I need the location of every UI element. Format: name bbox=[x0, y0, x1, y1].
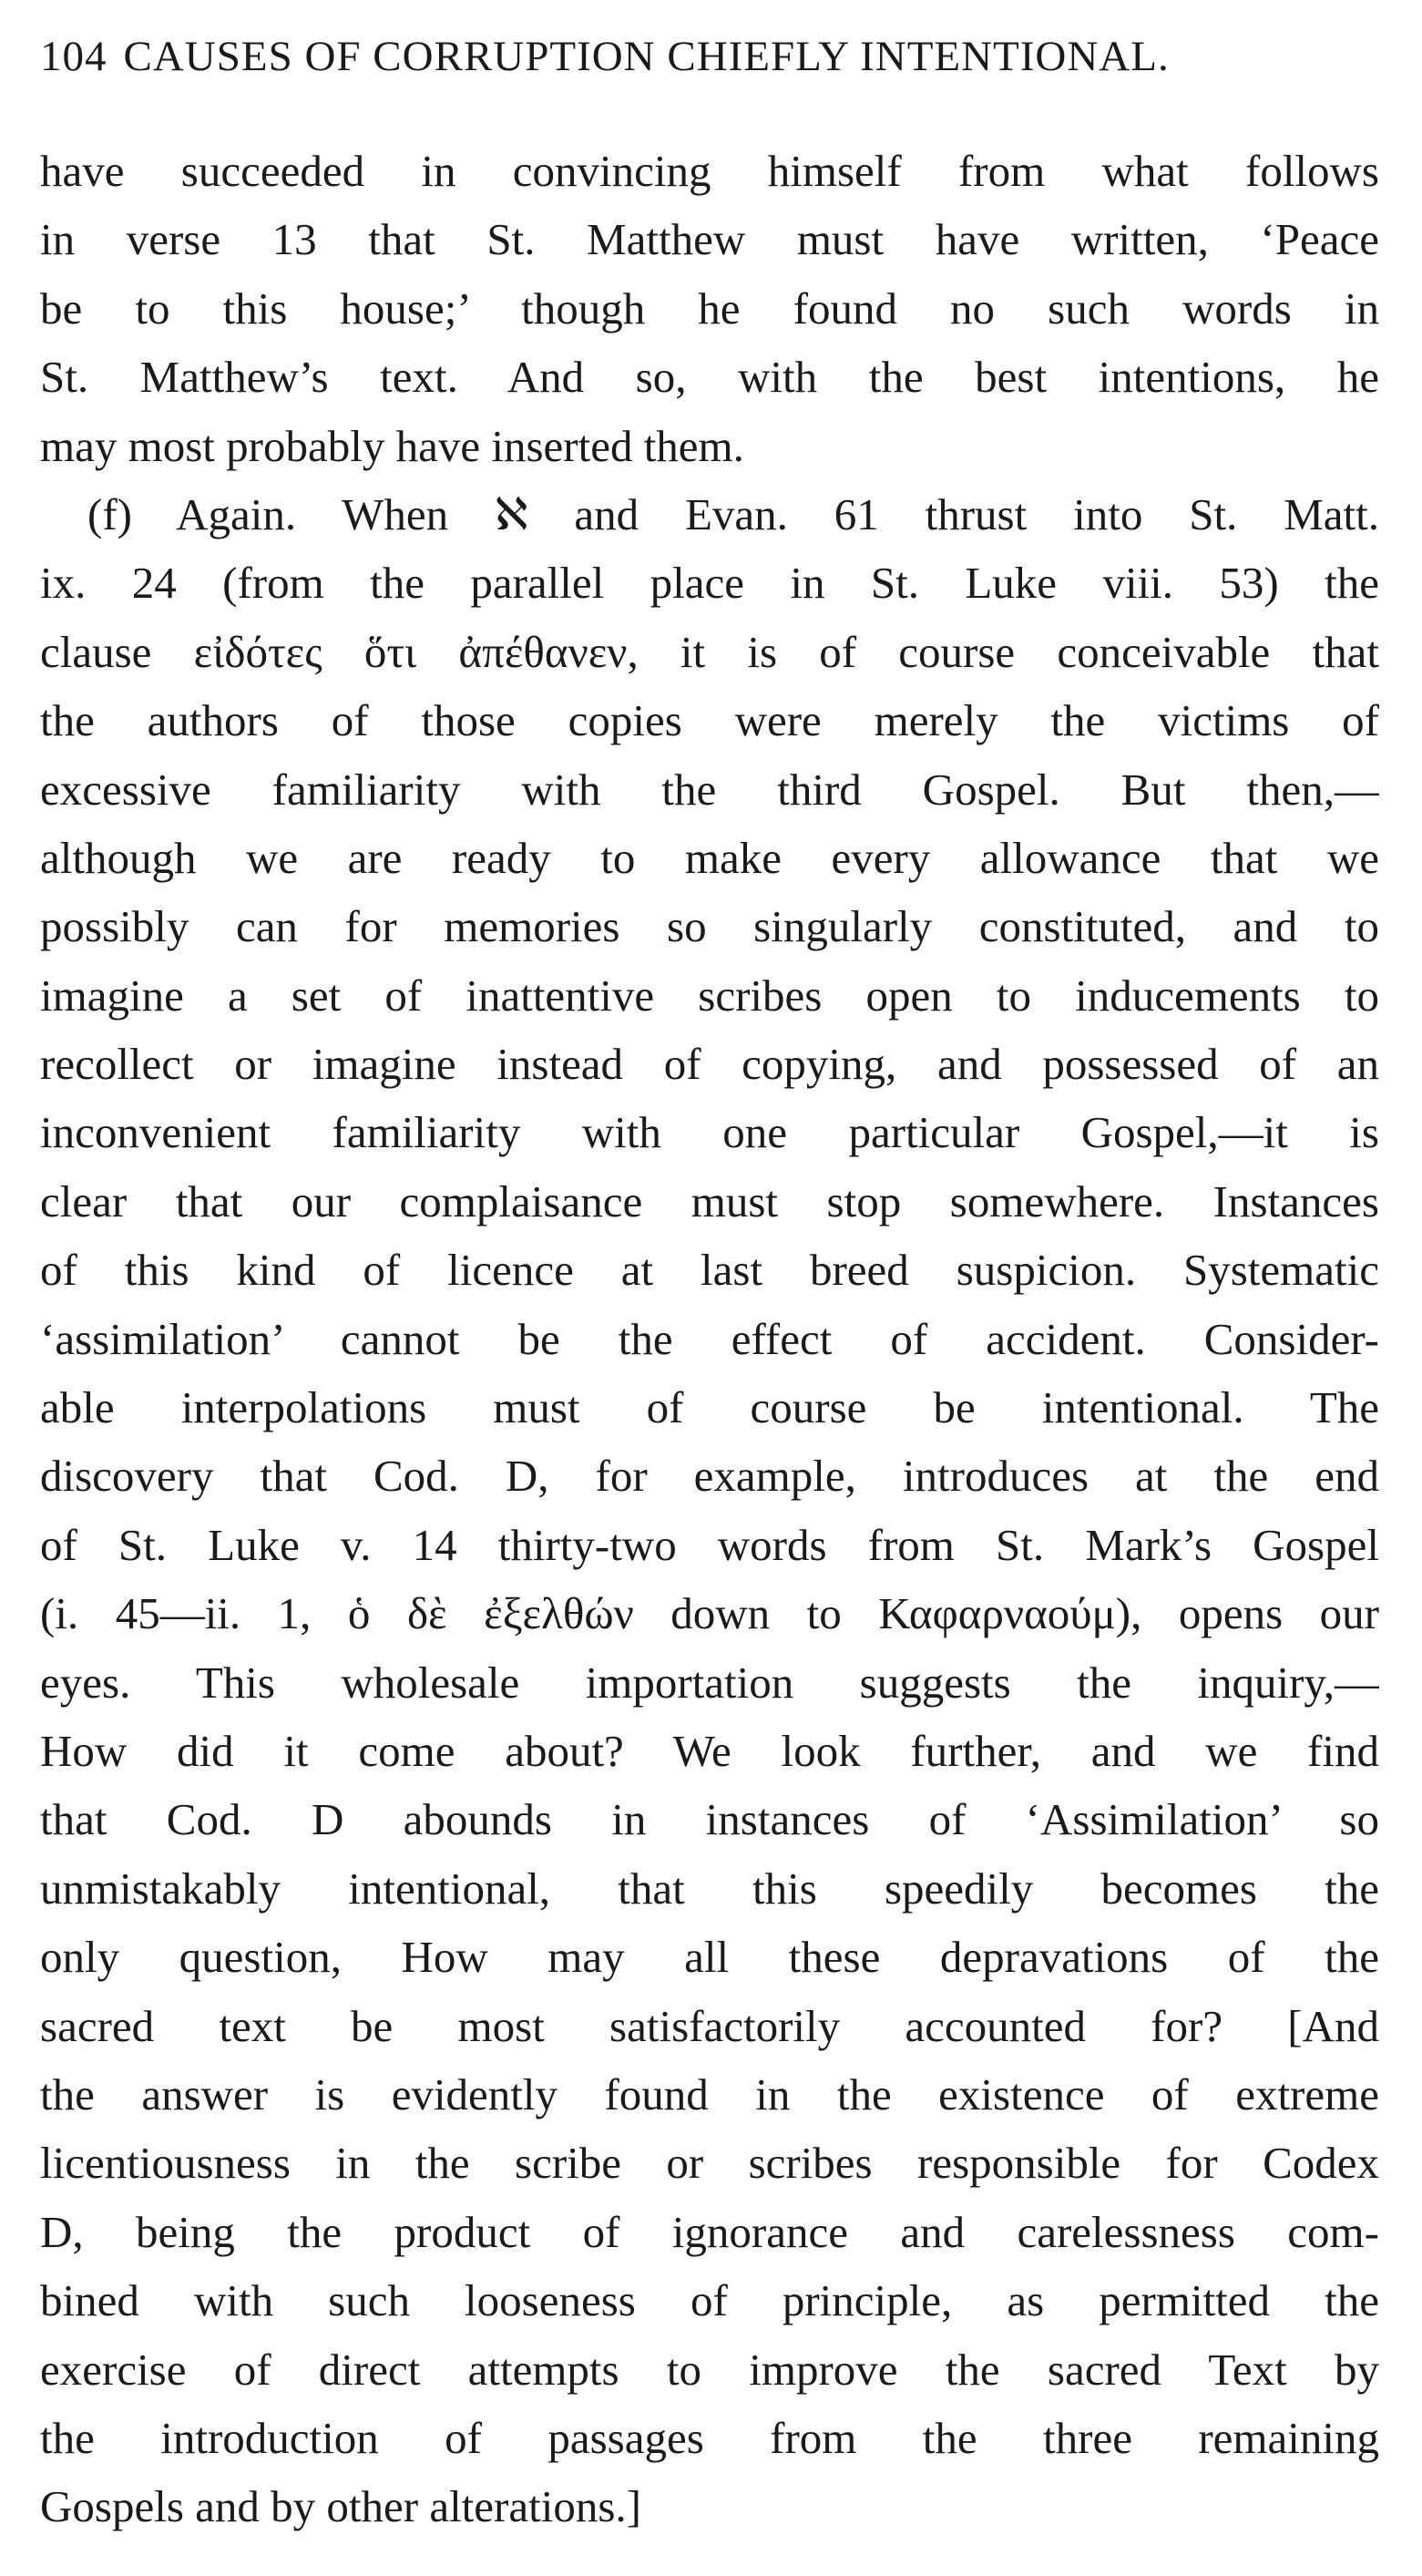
text-line: of this kind of licence at last breed suspicion. Systematic bbox=[40, 1245, 1379, 1296]
text-line: (f) Again. When ℵ and Evan. 61 thrust into St. Matt. bbox=[87, 488, 1379, 539]
text-line: St. Matthew’s text. And so, with the best intentions, he bbox=[40, 352, 1379, 403]
text-line: D, being the product of ignorance and carelessness com- bbox=[40, 2206, 1379, 2257]
running-title: CAUSES OF CORRUPTION CHIEFLY INTENTIONAL. bbox=[123, 33, 1170, 80]
text-line: able interpolations must of course be intentional. The bbox=[40, 1382, 1379, 1433]
text-line: ‘assimilation’ cannot be the effect of accident. Consider- bbox=[40, 1313, 1379, 1364]
text-line: Gospels and by other alterations.] bbox=[40, 2481, 641, 2532]
text-line: sacred text be most satisfactorily accounted for? [And bbox=[40, 2000, 1379, 2051]
text-line: clause εἰδότες ὅτι ἀπέθανεν, it is of course conceivable that bbox=[40, 626, 1379, 677]
text-line: exercise of direct attempts to improve the sacred Text by bbox=[40, 2344, 1379, 2395]
text-line: possibly can for memories so singularly constituted, and to bbox=[40, 901, 1379, 952]
text-line: ix. 24 (from the parallel place in St. Luke viii. 53) the bbox=[40, 558, 1379, 609]
body-text bbox=[40, 137, 1379, 2541]
text-line: in verse 13 that St. Matthew must have written, ‘Peace bbox=[40, 214, 1379, 265]
text-line: have succeeded in convincing himself from what follows bbox=[40, 146, 1379, 196]
text-line: inconvenient familiarity with one particular Gospel,—it is bbox=[40, 1107, 1379, 1158]
text-line: unmistakably intentional, that this speedily becomes the bbox=[40, 1863, 1379, 1914]
text-line: of St. Luke v. 14 thirty-two words from St. Mark’s Gospel bbox=[40, 1519, 1379, 1570]
text-line: How did it come about? We look further, and we find bbox=[40, 1725, 1379, 1776]
text-line: the authors of those copies were merely the victims of bbox=[40, 695, 1379, 746]
page-number: 104 bbox=[40, 33, 107, 80]
running-head bbox=[40, 29, 1379, 84]
text-line: eyes. This wholesale importation suggests the inquiry,— bbox=[40, 1657, 1379, 1708]
text-line: licentiousness in the scribe or scribes responsible for Codex bbox=[40, 2138, 1379, 2189]
text-line: the introduction of passages from the three remaining bbox=[40, 2412, 1379, 2463]
text-line: be to this house;’ though he found no such words in bbox=[40, 282, 1379, 334]
text-line: only question, How may all these depravations of the bbox=[40, 1932, 1379, 1983]
text-line: discovery that Cod. D, for example, introduces at the end bbox=[40, 1451, 1379, 1502]
text-line: the answer is evidently found in the existence of extreme bbox=[40, 2068, 1379, 2119]
text-line: although we are ready to make every allowance that we bbox=[40, 832, 1379, 883]
text-line: clear that our complaisance must stop somewhere. Instances bbox=[40, 1175, 1379, 1226]
text-line: that Cod. D abounds in instances of ‘Assimilation’ so bbox=[40, 1794, 1379, 1845]
text-line: (i. 45—ii. 1, ὁ δὲ ἐξελθών down to Καφαρναούμ), opens our bbox=[40, 1588, 1379, 1639]
text-line: imagine a set of inattentive scribes open to inducements to bbox=[40, 970, 1379, 1021]
text-line: excessive familiarity with the third Gospel. But then,— bbox=[40, 764, 1379, 815]
text-line: bined with such looseness of principle, as permitted the bbox=[40, 2275, 1379, 2326]
text-line: may most probably have inserted them. bbox=[40, 420, 744, 471]
text-line: recollect or imagine instead of copying, and possessed of an bbox=[40, 1039, 1379, 1090]
